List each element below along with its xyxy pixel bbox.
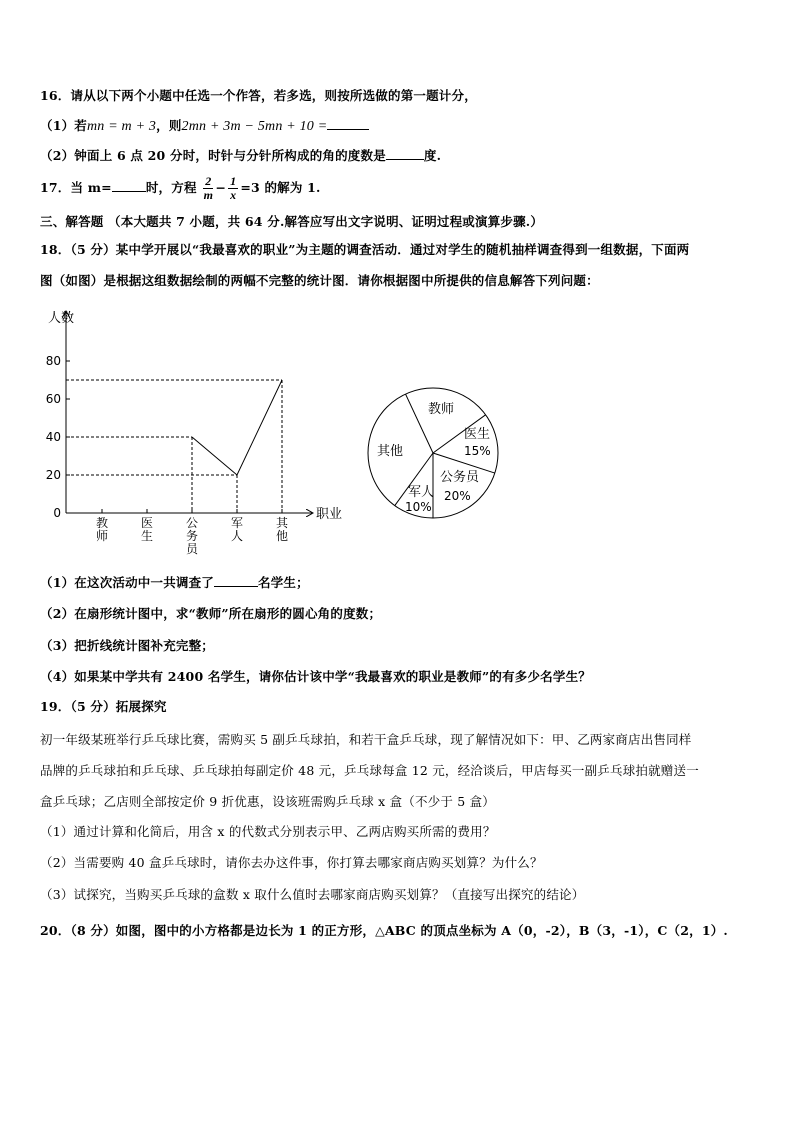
answer-blank [214,586,258,587]
pie-value-civil-servant: 20% [444,489,471,503]
q17-suffix: =3 的解为 1. [240,180,321,195]
q19-para1: 初一年级某班举行乒乓球比赛，需购买 5 副乒乓球拍，和若干盒乒乓球，现了解情况如下：甲、乙两家商店出售同样 [40,732,692,747]
q18-sub1 [40,573,309,591]
q18-line1: 18．（5 分）某中学开展以“我最喜欢的职业”为主题的调查活动．通过对学生的随机抽样调查得到一组数据，下面两 [40,242,690,257]
q20-stem: 20．（8 分）如图，图中的小方格都是边长为 1 的正方形，△ABC 的顶点坐标为 A（0，-2），B（3，-1），C（2，1）. [40,923,728,938]
q19-sub3: （3）试探究，当购买乒乓球的盒数 x 取什么值时去哪家商店购买划算？（直接写出探究的结论） [40,887,585,902]
y-tick-label: 80 [45,354,61,368]
answer-blank [112,191,146,192]
q16-part1-condition: mn = m + 3 [87,119,157,134]
answer-blank [386,159,424,160]
q19-para3: 盒乒乓球；乙店则全部按定价 9 折优惠，设该班需购乒乓球 x 盒（不少于 5 盒） [40,794,495,809]
y-tick-label: 0 [53,506,61,520]
x-tick-label: 医生 [140,516,154,543]
pie-chart [360,365,510,525]
pie-label-soldier: 军人 [408,485,435,500]
q16-part1-expression: 2mn + 3m − 5mn + 10 = [181,119,328,134]
q19-title: 19．（5 分）拓展探究 [40,699,167,714]
q16-part1 [40,116,369,135]
section-heading: 三、解答题 （本大题共 7 小题，共 64 分.解答应写出文字说明、证明过程或演算步骤.） [40,214,544,229]
q18-sub3: （3）把折线统计图补充完整； [40,638,214,653]
pie-value-soldier: 10% [405,500,432,514]
y-tick-label: 40 [45,430,61,444]
pie-label-doctor: 医生 [464,427,491,442]
q16-part2-prefix: （2）钟面上 6 点 20 分时，时针与分针所构成的角的度数是 [40,148,386,163]
q17 [40,175,321,202]
q19-sub1: （1）通过计算和化简后，用含 x 的代数式分别表示甲、乙两店购买所需的费用？ [40,824,496,839]
q18-sub2: （2）在扇形统计图中，求“教师”所在扇形的圆心角的度数； [40,606,382,621]
q16-part2 [40,146,441,164]
q16-stem: 16．请从以下两个小题中任选一个作答，若多选，则按所选做的第一题计分， [40,88,477,103]
q19-sub2: （2）当需要购 40 盒乒乓球时，请你去办这件事，你打算去哪家商店购买划算？为什么？ [40,855,543,870]
q18-sub1-suffix: 名学生； [258,575,309,590]
pie-value-doctor: 15% [464,444,491,458]
x-tick-label: 其他 [275,516,289,543]
q17-mid: 时，方程 [145,180,197,195]
fraction-2-over-m: $\frac{2}{m}$ [203,174,214,202]
minus-sign: − [215,180,227,195]
q18-line2: 图（如图）是根据这组数据绘制的两幅不完整的统计图．请你根据图中所提供的信息解答下列问题： [40,273,599,288]
q18-sub4: （4）如果某中学共有 2400 名学生，请你估计该中学“我最喜欢的职业是教师”的有多少名学生？ [40,669,591,684]
x-tick-label: 公务员 [185,516,199,556]
q19-para2: 品牌的乒乓球拍和乒乓球、乒乓球拍每副定价 48 元，乒乓球每盒 12 元，经洽谈后，甲店每买一副乒乓球拍就赠送一 [40,763,699,778]
pie-label-other: 其他 [377,444,404,459]
x-tick-label: 教师 [95,516,109,543]
x-axis-label: 职业 [316,507,343,522]
q16-part1-prefix: （1）若 [40,118,87,133]
q16-part2-suffix: 度. [423,148,442,163]
line-chart [30,300,360,565]
answer-blank [327,129,369,130]
q17-prefix: 17．当 m= [40,180,112,195]
pie-label-civil-servant: 公务员 [440,470,480,485]
q18-sub1-prefix: （1）在这次活动中一共调查了 [40,575,214,590]
x-tick-label: 军人 [230,516,244,543]
y-tick-label: 20 [45,468,61,482]
y-axis-label: 人数 [48,311,75,326]
data-series-line [192,380,282,475]
fraction-1-over-x: $\frac{1}{x}$ [230,174,237,202]
y-tick-label: 60 [45,392,61,406]
q16-part1-mid: ，则 [156,118,182,133]
pie-label-teacher: 教师 [428,402,455,417]
